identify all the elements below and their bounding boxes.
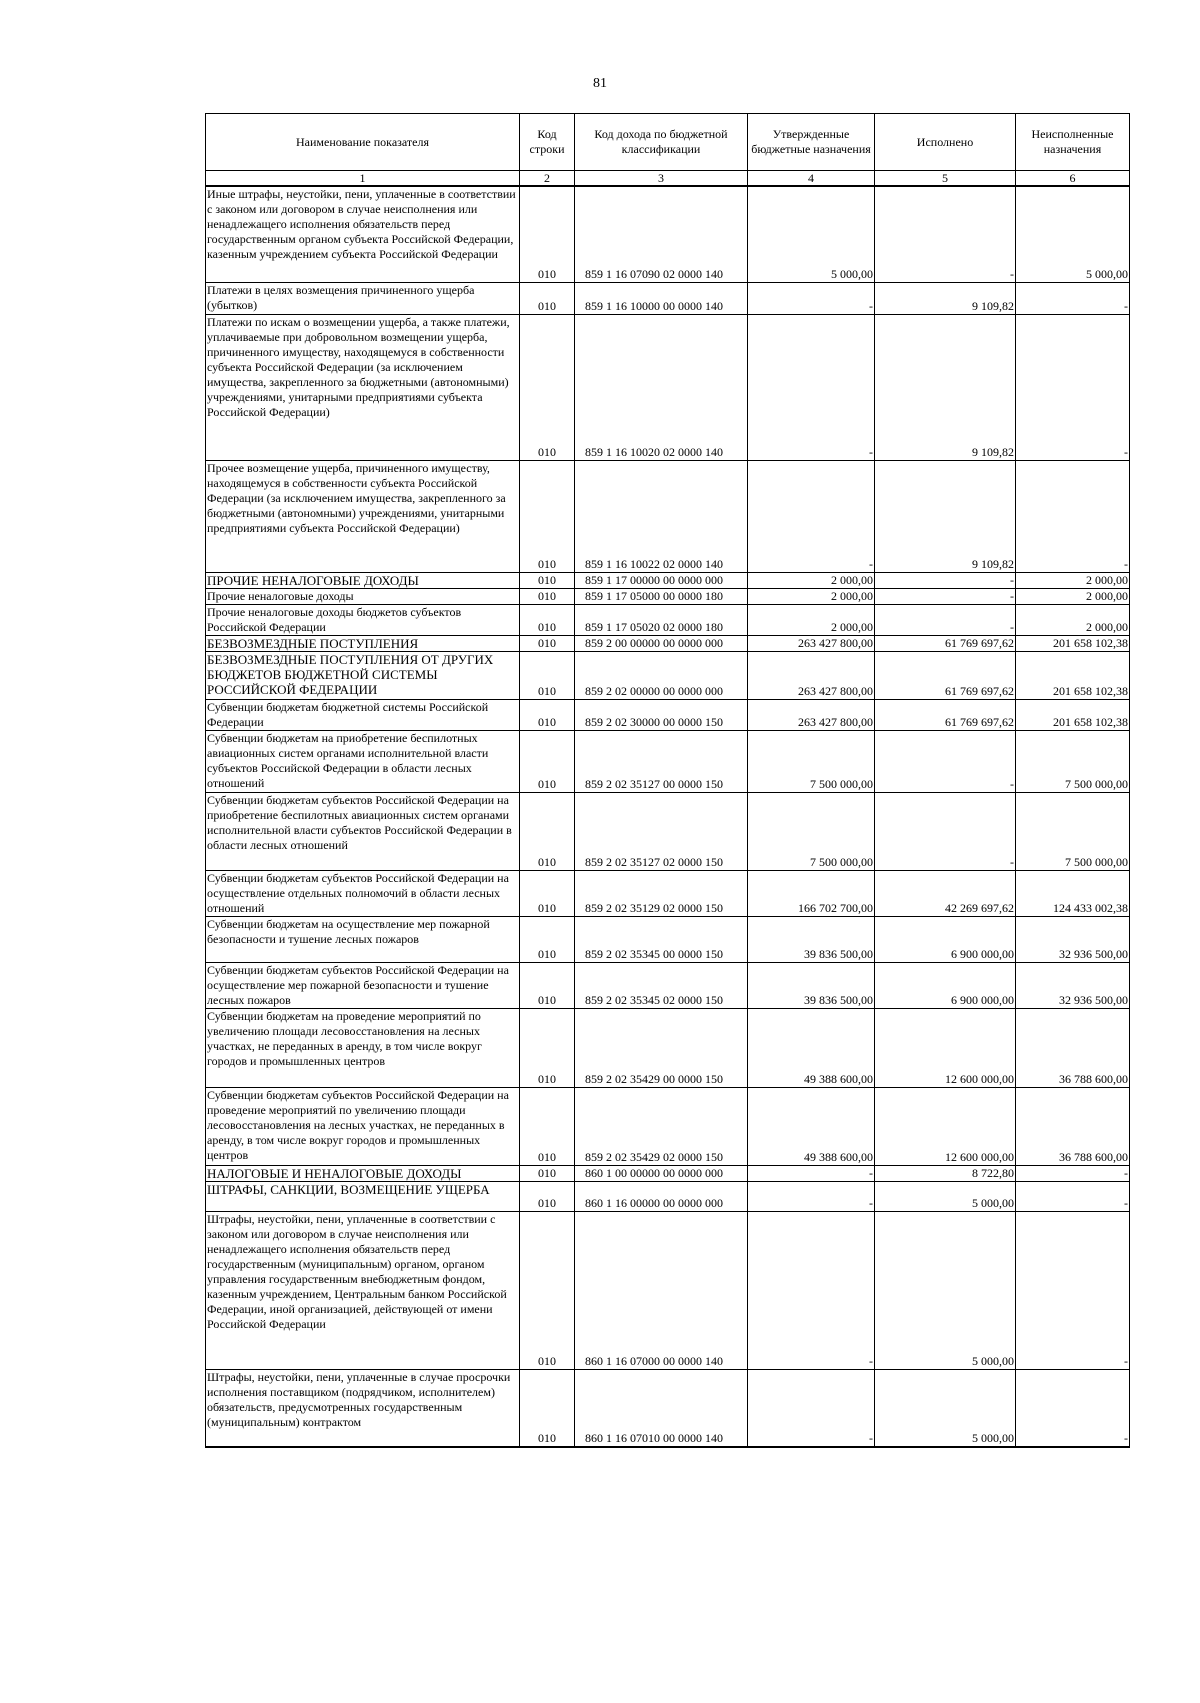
table-row bbox=[206, 572, 1130, 588]
row-name: ПРОЧИЕ НЕНАЛОГОВЫЕ ДОХОДЫ bbox=[206, 572, 520, 588]
row-unexecuted: 7 500 000,00 bbox=[1016, 792, 1130, 870]
table-row bbox=[206, 1165, 1130, 1181]
budget-execution-table bbox=[205, 113, 1130, 1448]
row-executed: 5 000,00 bbox=[875, 1181, 1016, 1211]
row-approved: - bbox=[748, 1181, 875, 1211]
row-executed: - bbox=[875, 604, 1016, 635]
column-number: 3 bbox=[575, 171, 748, 187]
row-approved: 39 836 500,00 bbox=[748, 962, 875, 1008]
row-executed: - bbox=[875, 588, 1016, 604]
row-line-code: 010 bbox=[520, 186, 575, 282]
row-income-code: 859 2 02 35345 02 0000 150 bbox=[575, 962, 748, 1008]
row-income-code: 859 2 02 35127 00 0000 150 bbox=[575, 730, 748, 792]
row-income-code: 859 1 16 07090 02 0000 140 bbox=[575, 186, 748, 282]
row-name: Платежи в целях возмещения причиненного ущерба (убытков) bbox=[206, 282, 520, 314]
row-income-code: 859 1 17 00000 00 0000 000 bbox=[575, 572, 748, 588]
row-name: ШТРАФЫ, САНКЦИИ, ВОЗМЕЩЕНИЕ УЩЕРБА bbox=[206, 1181, 520, 1211]
row-line-code: 010 bbox=[520, 730, 575, 792]
row-income-code: 859 2 02 30000 00 0000 150 bbox=[575, 699, 748, 730]
row-line-code: 010 bbox=[520, 651, 575, 699]
row-name: Субвенции бюджетам на проведение мероприятий по увеличению площади лесовосстановления на лесных участках, не переданных в аренду, в том числе вокруг городов и промышленных центров bbox=[206, 1008, 520, 1087]
row-approved: 166 702 700,00 bbox=[748, 870, 875, 916]
row-executed: 12 600 000,00 bbox=[875, 1008, 1016, 1087]
row-income-code: 859 1 16 10022 02 0000 140 bbox=[575, 460, 748, 572]
table-row bbox=[206, 635, 1130, 651]
table-row bbox=[206, 314, 1130, 460]
table-row bbox=[206, 730, 1130, 792]
row-unexecuted: 36 788 600,00 bbox=[1016, 1008, 1130, 1087]
row-approved: 263 427 800,00 bbox=[748, 635, 875, 651]
row-unexecuted: 201 658 102,38 bbox=[1016, 635, 1130, 651]
row-name: Прочее возмещение ущерба, причиненного имуществу, находящемуся в собственности субъекта Российской Федерации (за исключением имущества, закрепленного за бюджетными (автономными) учреждениями, унитарными предприятиями субъекта Российской Федерации) bbox=[206, 460, 520, 572]
row-line-code: 010 bbox=[520, 962, 575, 1008]
row-income-code: 859 1 17 05020 02 0000 180 bbox=[575, 604, 748, 635]
row-executed: - bbox=[875, 186, 1016, 282]
row-line-code: 010 bbox=[520, 1165, 575, 1181]
table-row bbox=[206, 604, 1130, 635]
row-approved: 2 000,00 bbox=[748, 588, 875, 604]
row-approved: - bbox=[748, 460, 875, 572]
table-body bbox=[206, 186, 1130, 1447]
row-unexecuted: - bbox=[1016, 314, 1130, 460]
row-income-code: 860 1 16 07010 00 0000 140 bbox=[575, 1369, 748, 1447]
row-executed: 5 000,00 bbox=[875, 1211, 1016, 1369]
row-approved: - bbox=[748, 1165, 875, 1181]
table-row bbox=[206, 699, 1130, 730]
row-name: БЕЗВОЗМЕЗДНЫЕ ПОСТУПЛЕНИЯ bbox=[206, 635, 520, 651]
row-income-code: 859 1 16 10000 00 0000 140 bbox=[575, 282, 748, 314]
row-executed: 6 900 000,00 bbox=[875, 962, 1016, 1008]
row-unexecuted: - bbox=[1016, 1165, 1130, 1181]
row-unexecuted: - bbox=[1016, 1181, 1130, 1211]
row-name: Прочие неналоговые доходы бюджетов субъектов Российской Федерации bbox=[206, 604, 520, 635]
row-name: Субвенции бюджетам субъектов Российской Федерации на проведение мероприятий по увеличению площади лесовосстановления на лесных участках, не переданных в аренду, в том числе вокруг городов и промышленных центров bbox=[206, 1087, 520, 1165]
row-line-code: 010 bbox=[520, 635, 575, 651]
row-approved: 49 388 600,00 bbox=[748, 1008, 875, 1087]
row-approved: - bbox=[748, 1369, 875, 1447]
row-income-code: 859 2 00 00000 00 0000 000 bbox=[575, 635, 748, 651]
row-line-code: 010 bbox=[520, 1181, 575, 1211]
row-income-code: 860 1 16 00000 00 0000 000 bbox=[575, 1181, 748, 1211]
row-line-code: 010 bbox=[520, 572, 575, 588]
header-indicator-name: Наименование показателя bbox=[206, 114, 520, 171]
row-approved: 7 500 000,00 bbox=[748, 792, 875, 870]
table-row bbox=[206, 588, 1130, 604]
header-line-code: Код строки bbox=[520, 114, 575, 171]
row-line-code: 010 bbox=[520, 604, 575, 635]
row-unexecuted: 2 000,00 bbox=[1016, 572, 1130, 588]
header-unexecuted: Неисполненные назначения bbox=[1016, 114, 1130, 171]
table-row bbox=[206, 186, 1130, 282]
row-unexecuted: 32 936 500,00 bbox=[1016, 916, 1130, 962]
row-executed: 6 900 000,00 bbox=[875, 916, 1016, 962]
row-approved: 263 427 800,00 bbox=[748, 699, 875, 730]
table-row bbox=[206, 1087, 1130, 1165]
row-unexecuted: 124 433 002,38 bbox=[1016, 870, 1130, 916]
column-number: 5 bbox=[875, 171, 1016, 187]
row-executed: 61 769 697,62 bbox=[875, 699, 1016, 730]
row-executed: 42 269 697,62 bbox=[875, 870, 1016, 916]
row-unexecuted: - bbox=[1016, 1211, 1130, 1369]
row-income-code: 859 2 02 35127 02 0000 150 bbox=[575, 792, 748, 870]
column-number-row bbox=[206, 171, 1130, 187]
row-executed: 9 109,82 bbox=[875, 460, 1016, 572]
row-approved: 5 000,00 bbox=[748, 186, 875, 282]
row-executed: 61 769 697,62 bbox=[875, 635, 1016, 651]
table-header-row bbox=[206, 114, 1130, 171]
row-unexecuted: 201 658 102,38 bbox=[1016, 699, 1130, 730]
row-name: Штрафы, неустойки, пени, уплаченные в случае просрочки исполнения поставщиком (подрядчиком, исполнителем) обязательств, предусмотренных государственным (муниципальным) контрактом bbox=[206, 1369, 520, 1447]
row-executed: - bbox=[875, 730, 1016, 792]
row-line-code: 010 bbox=[520, 1369, 575, 1447]
row-executed: 5 000,00 bbox=[875, 1369, 1016, 1447]
row-income-code: 859 2 02 35129 02 0000 150 bbox=[575, 870, 748, 916]
row-approved: - bbox=[748, 314, 875, 460]
row-approved: - bbox=[748, 1211, 875, 1369]
row-name: Субвенции бюджетам на осуществление мер пожарной безопасности и тушение лесных пожаров bbox=[206, 916, 520, 962]
table-row bbox=[206, 870, 1130, 916]
row-name: Платежи по искам о возмещении ущерба, а также платежи, уплачиваемые при добровольном возмещении ущерба, причиненного имуществу, находящемуся в собственности субъекта Российской Федерации (за исключением имущества, закрепленного за бюджетными (автономными) учреждениями, унитарными предприятиями субъекта Российской Федерации) bbox=[206, 314, 520, 460]
column-number: 4 bbox=[748, 171, 875, 187]
row-unexecuted: - bbox=[1016, 1369, 1130, 1447]
row-income-code: 859 2 02 35345 00 0000 150 bbox=[575, 916, 748, 962]
row-unexecuted: 5 000,00 bbox=[1016, 186, 1130, 282]
row-unexecuted: 2 000,00 bbox=[1016, 604, 1130, 635]
table-row bbox=[206, 962, 1130, 1008]
column-number: 6 bbox=[1016, 171, 1130, 187]
table-row bbox=[206, 282, 1130, 314]
row-line-code: 010 bbox=[520, 282, 575, 314]
table-row bbox=[206, 792, 1130, 870]
row-name: Штрафы, неустойки, пени, уплаченные в соответствии с законом или договором в случае неисполнения или ненадлежащего исполнения обязательств перед государственным (муниципальным) органом, органом управления государственным внебюджетным фондом, казенным учреждением, Центральным банком Российской Федерации, иной организацией, действующей от имени Российской Федерации bbox=[206, 1211, 520, 1369]
table-row bbox=[206, 1211, 1130, 1369]
table-row bbox=[206, 916, 1130, 962]
row-name: Субвенции бюджетам на приобретение беспилотных авиационных систем органами исполнительной власти субъектов Российской Федерации в области лесных отношений bbox=[206, 730, 520, 792]
table-row bbox=[206, 1369, 1130, 1447]
row-line-code: 010 bbox=[520, 588, 575, 604]
row-executed: 8 722,80 bbox=[875, 1165, 1016, 1181]
page-number: 81 bbox=[593, 76, 607, 91]
row-income-code: 859 1 17 05000 00 0000 180 bbox=[575, 588, 748, 604]
row-approved: 7 500 000,00 bbox=[748, 730, 875, 792]
column-number: 2 bbox=[520, 171, 575, 187]
row-executed: 9 109,82 bbox=[875, 282, 1016, 314]
row-line-code: 010 bbox=[520, 314, 575, 460]
row-income-code: 859 2 02 00000 00 0000 000 bbox=[575, 651, 748, 699]
row-approved: 263 427 800,00 bbox=[748, 651, 875, 699]
row-name: НАЛОГОВЫЕ И НЕНАЛОГОВЫЕ ДОХОДЫ bbox=[206, 1165, 520, 1181]
row-executed: - bbox=[875, 572, 1016, 588]
table-row bbox=[206, 460, 1130, 572]
column-number: 1 bbox=[206, 171, 520, 187]
row-line-code: 010 bbox=[520, 460, 575, 572]
row-line-code: 010 bbox=[520, 1211, 575, 1369]
row-executed: - bbox=[875, 792, 1016, 870]
row-line-code: 010 bbox=[520, 1008, 575, 1087]
table-row bbox=[206, 651, 1130, 699]
row-income-code: 860 1 00 00000 00 0000 000 bbox=[575, 1165, 748, 1181]
row-income-code: 859 2 02 35429 02 0000 150 bbox=[575, 1087, 748, 1165]
row-name: Субвенции бюджетам субъектов Российской Федерации на осуществление отдельных полномочий в области лесных отношений bbox=[206, 870, 520, 916]
row-approved: 39 836 500,00 bbox=[748, 916, 875, 962]
row-name: Субвенции бюджетам бюджетной системы Российской Федерации bbox=[206, 699, 520, 730]
row-name: Иные штрафы, неустойки, пени, уплаченные в соответствии с законом или договором в случае неисполнения или ненадлежащего исполнения обязательств перед государственным органом субъекта Российской Федерации, казенным учреждением субъекта Российской Федерации bbox=[206, 186, 520, 282]
header-income-code: Код дохода по бюджетной классификации bbox=[575, 114, 748, 171]
table-row bbox=[206, 1008, 1130, 1087]
row-unexecuted: 7 500 000,00 bbox=[1016, 730, 1130, 792]
row-executed: 12 600 000,00 bbox=[875, 1087, 1016, 1165]
row-name: Субвенции бюджетам субъектов Российской Федерации на осуществление мер пожарной безопасности и тушение лесных пожаров bbox=[206, 962, 520, 1008]
row-executed: 9 109,82 bbox=[875, 314, 1016, 460]
row-unexecuted: - bbox=[1016, 282, 1130, 314]
row-unexecuted: - bbox=[1016, 460, 1130, 572]
row-name: Прочие неналоговые доходы bbox=[206, 588, 520, 604]
row-unexecuted: 201 658 102,38 bbox=[1016, 651, 1130, 699]
row-income-code: 860 1 16 07000 00 0000 140 bbox=[575, 1211, 748, 1369]
row-line-code: 010 bbox=[520, 916, 575, 962]
header-executed: Исполнено bbox=[875, 114, 1016, 171]
row-name: Субвенции бюджетам субъектов Российской Федерации на приобретение беспилотных авиационных систем органами исполнительной власти субъектов Российской Федерации в области лесных отношений bbox=[206, 792, 520, 870]
row-line-code: 010 bbox=[520, 699, 575, 730]
row-line-code: 010 bbox=[520, 792, 575, 870]
row-income-code: 859 1 16 10020 02 0000 140 bbox=[575, 314, 748, 460]
row-unexecuted: 2 000,00 bbox=[1016, 588, 1130, 604]
row-line-code: 010 bbox=[520, 1087, 575, 1165]
row-income-code: 859 2 02 35429 00 0000 150 bbox=[575, 1008, 748, 1087]
row-approved: 2 000,00 bbox=[748, 604, 875, 635]
row-name: БЕЗВОЗМЕЗДНЫЕ ПОСТУПЛЕНИЯ ОТ ДРУГИХ БЮДЖЕТОВ БЮДЖЕТНОЙ СИСТЕМЫ РОССИЙСКОЙ ФЕДЕРАЦИИ bbox=[206, 651, 520, 699]
row-executed: 61 769 697,62 bbox=[875, 651, 1016, 699]
row-line-code: 010 bbox=[520, 870, 575, 916]
row-approved: - bbox=[748, 282, 875, 314]
row-approved: 49 388 600,00 bbox=[748, 1087, 875, 1165]
header-approved: Утвержденные бюджетные назначения bbox=[748, 114, 875, 171]
row-unexecuted: 36 788 600,00 bbox=[1016, 1087, 1130, 1165]
row-unexecuted: 32 936 500,00 bbox=[1016, 962, 1130, 1008]
table-row bbox=[206, 1181, 1130, 1211]
row-approved: 2 000,00 bbox=[748, 572, 875, 588]
